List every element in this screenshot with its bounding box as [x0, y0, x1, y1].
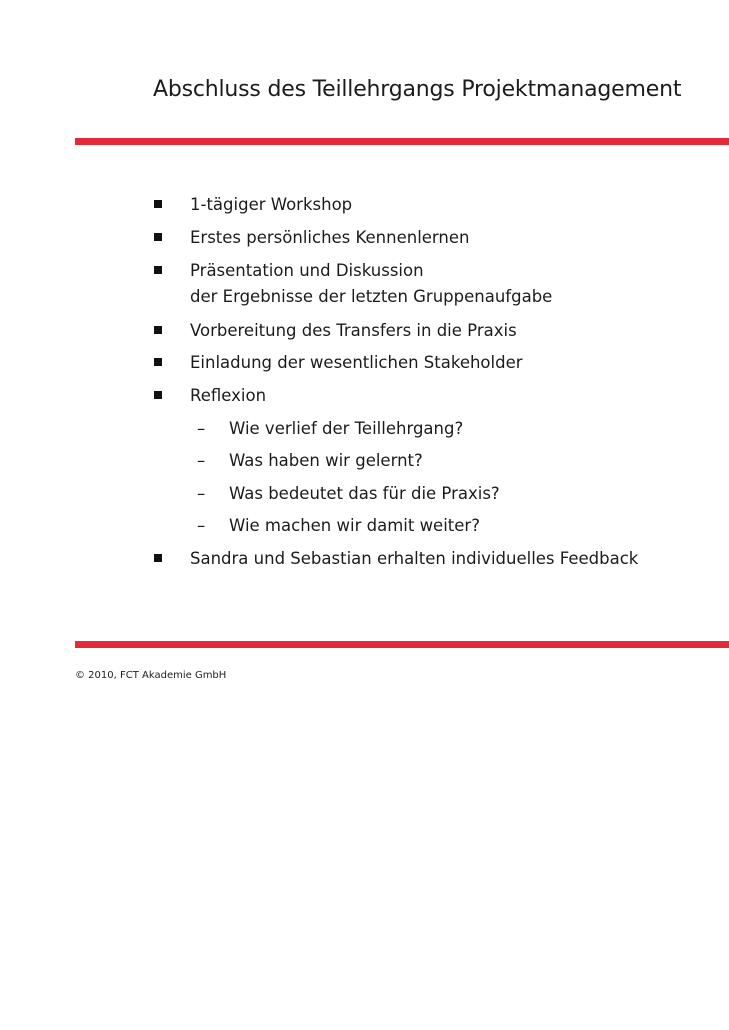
top-rule	[75, 138, 729, 145]
bullet-text: Reflexion	[190, 386, 267, 405]
sub-item-text: Wie verlief der Teillehrgang?	[229, 419, 464, 438]
dash-marker-icon: –	[197, 516, 206, 535]
bullet-text-line2: der Ergebnisse der letzten Gruppenaufgabe	[190, 287, 553, 306]
bullet-text: Sandra und Sebastian erhalten individuelles Feedback	[190, 549, 639, 568]
bullet-marker-icon	[154, 391, 162, 399]
sub-item-text: Was bedeutet das für die Praxis?	[229, 484, 500, 503]
bullet-marker-icon	[154, 358, 162, 366]
bullet-text-line1: Präsentation und Diskussion	[190, 261, 424, 280]
bullet-text: Einladung der wesentlichen Stakeholder	[190, 353, 523, 372]
slide-title: Abschluss des Teillehrgangs Projektmanagement	[153, 77, 682, 102]
bullet-marker-icon	[154, 266, 162, 274]
bullet-marker-icon	[154, 200, 162, 208]
bullet-marker-icon	[154, 326, 162, 334]
sub-item-text: Was haben wir gelernt?	[229, 451, 423, 470]
dash-marker-icon: –	[197, 451, 206, 470]
bottom-rule	[75, 641, 729, 648]
dash-marker-icon: –	[197, 419, 206, 438]
bullet-text	[190, 258, 552, 310]
bullet-text: Vorbereitung des Transfers in die Praxis	[190, 321, 517, 340]
bullet-text: Erstes persönliches Kennenlernen	[190, 228, 470, 247]
bullet-text: 1-tägiger Workshop	[190, 195, 353, 214]
sub-item-text: Wie machen wir damit weiter?	[229, 516, 480, 535]
dash-marker-icon: –	[197, 484, 206, 503]
bullet-marker-icon	[154, 554, 162, 562]
footer-copyright: © 2010, FCT Akademie GmbH	[75, 670, 227, 681]
bullet-marker-icon	[154, 233, 162, 241]
